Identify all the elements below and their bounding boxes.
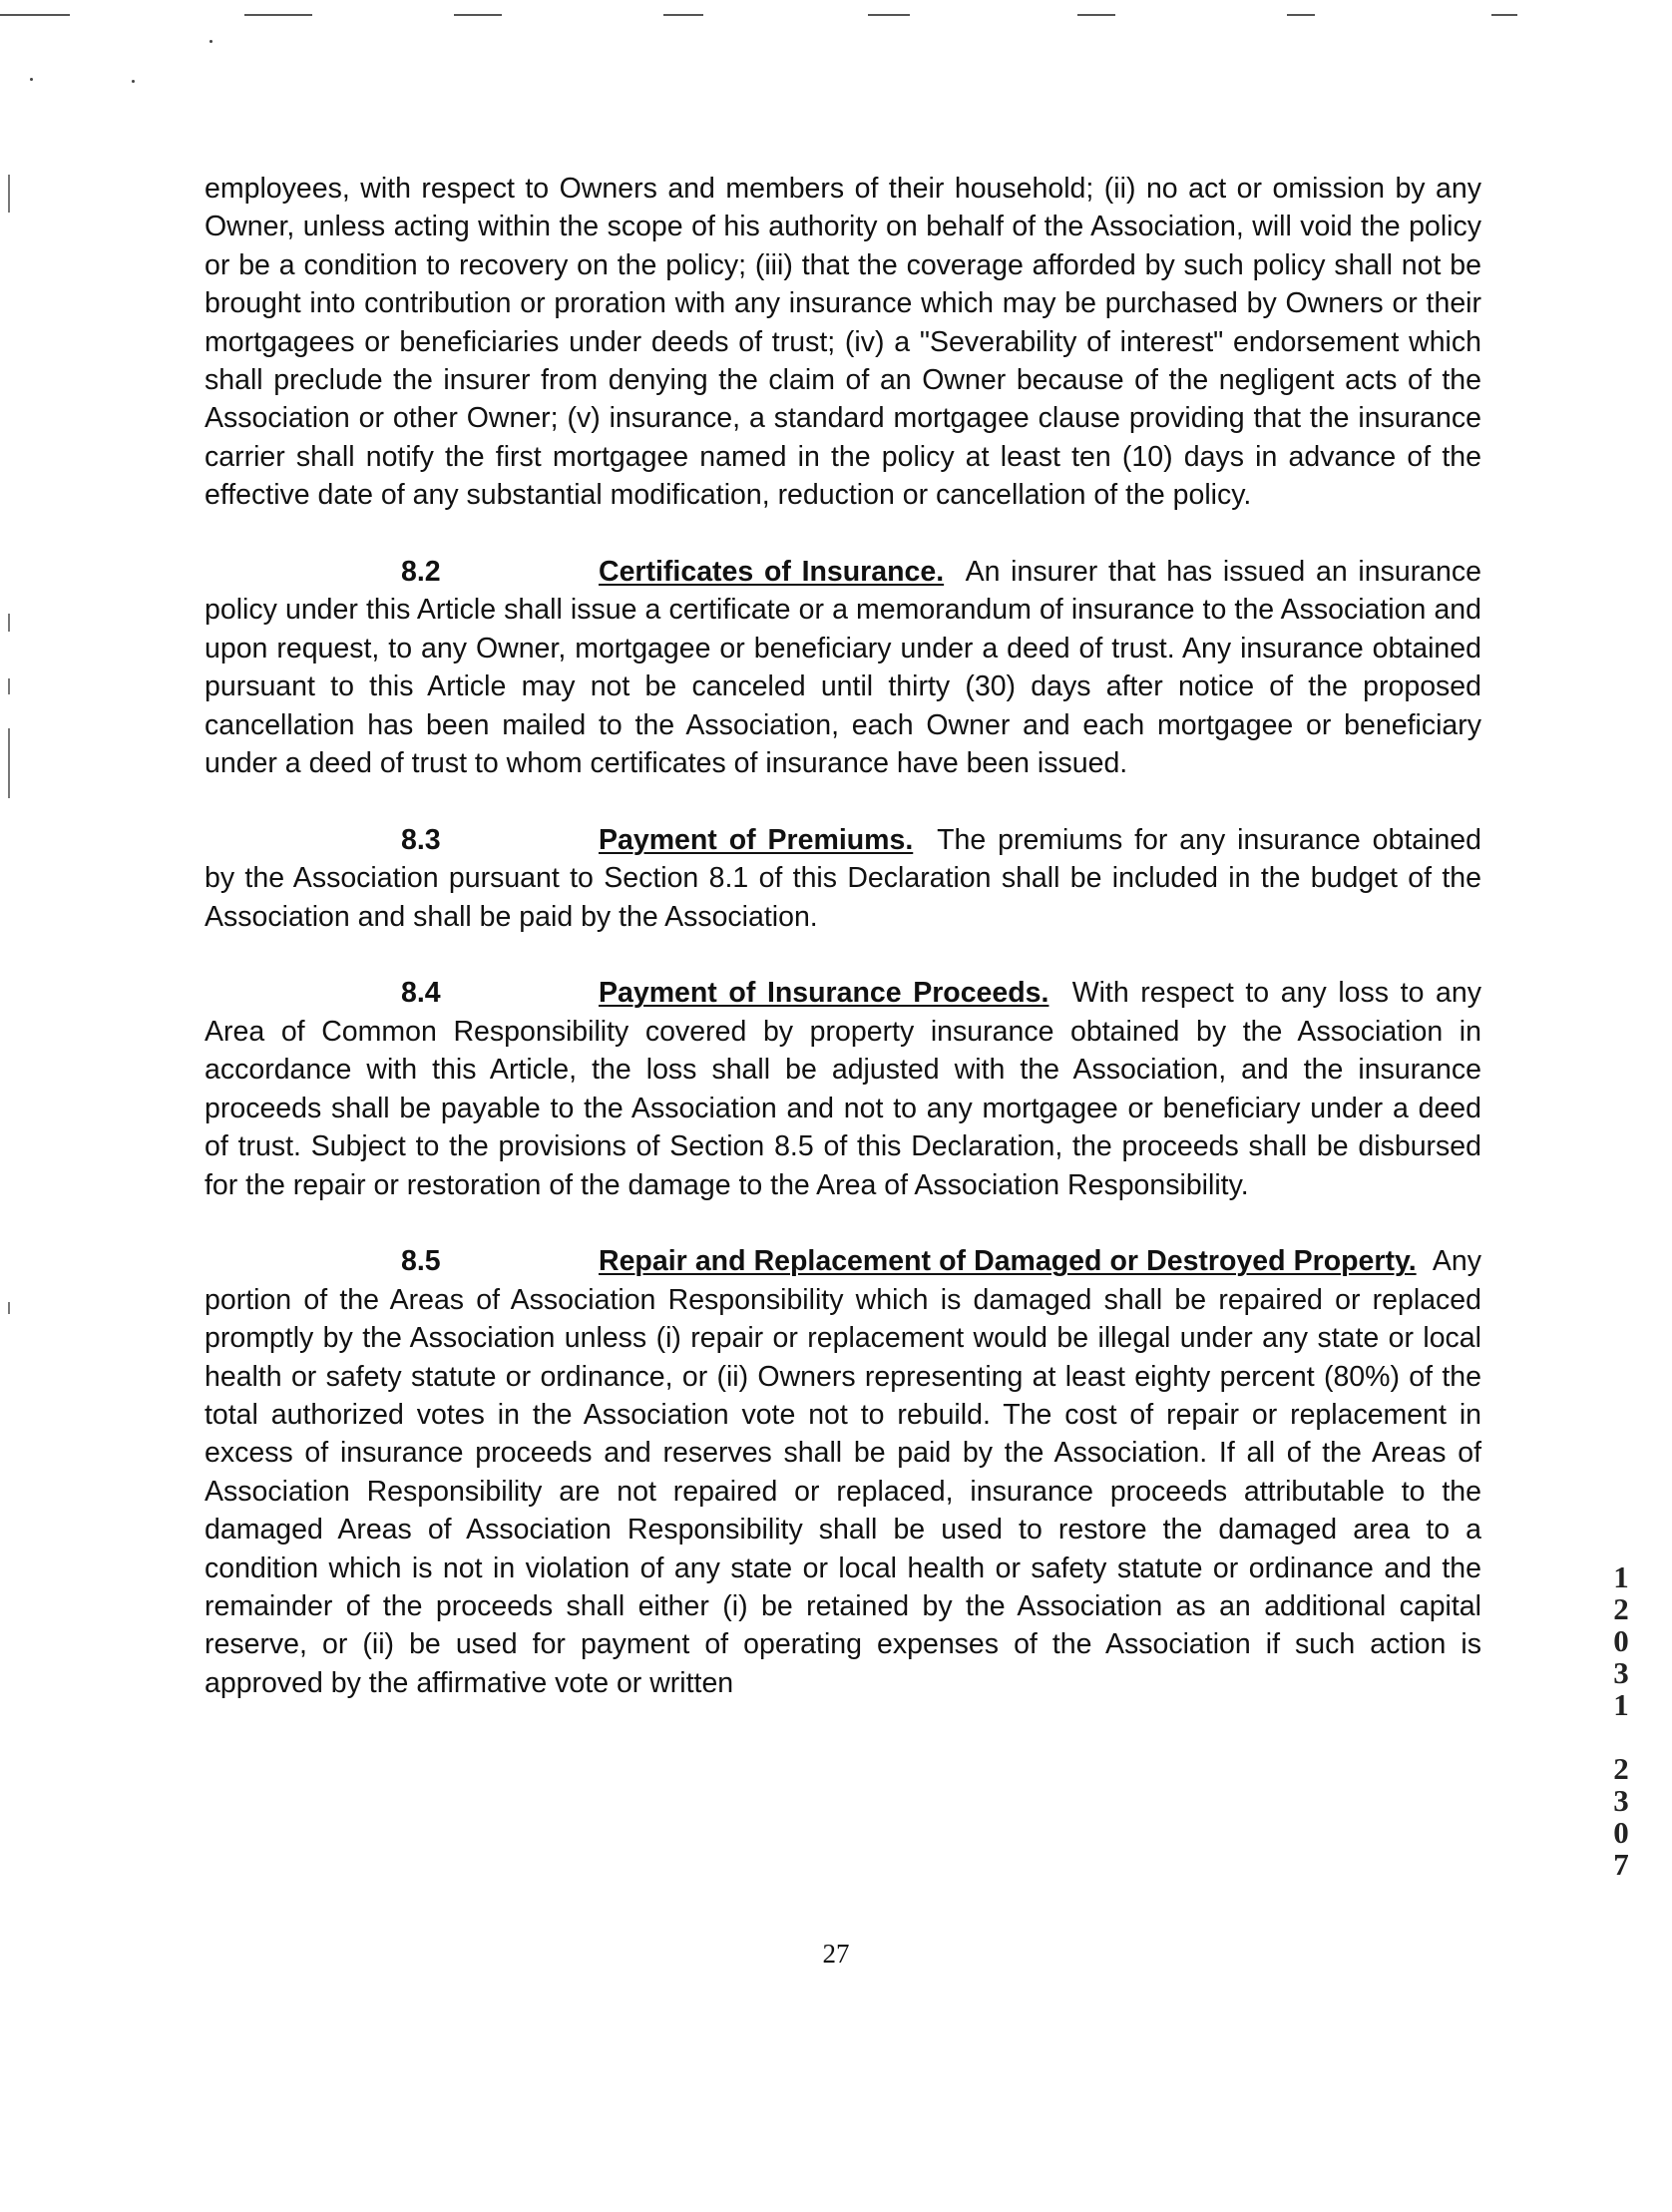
margin-mark <box>8 678 10 694</box>
stamp-digit: 3 <box>1613 1655 1629 1690</box>
section-body: An insurer that has issued an insurance policy under this Article shall issue a certificate or a memorandum of insurance to the Association and upon request, to any Owner, mortgagee or beneficiary under a deed of trust. Any insurance obtained pursuant to this Article may not be canceled until thirty (30) days after notice of the proposed cancellation has been mailed to the Association, each Owner and each mortgagee or beneficiary under a deed of trust to whom certificates of insurance have been issued. <box>205 556 1481 780</box>
scan-artifact <box>868 14 910 16</box>
section-title: Repair and Replacement of Damaged or Destroyed Property. <box>599 1245 1417 1278</box>
margin-mark <box>8 175 10 213</box>
section-number: 8.4 <box>401 977 441 1010</box>
scan-artifact <box>1491 14 1517 16</box>
stamp-digit: 2 <box>1613 1751 1629 1786</box>
section-8-4 <box>205 974 1481 1203</box>
section-number: 8.3 <box>401 823 441 856</box>
section-number: 8.2 <box>401 556 441 589</box>
scan-speck <box>132 80 135 83</box>
section-body: Any portion of the Areas of Association Responsibility which is damaged shall be repaired or replaced promptly by the Association unless (i) repair or replacement would be illegal under any state or local health or safety statute or ordinance, or (ii) Owners representing at least eighty percent (80%) of the total authorized votes in the Association vote not to rebuild. The cost of repair or replacement in excess of insurance proceeds and reserves shall be paid by the Association. If all of the Areas of Association Responsibility are not repaired or replaced, insurance proceeds attributable to the damaged Areas of Association Responsibility shall be used to restore the damaged area to a condition which is not in violation of any state or local health or safety statute or ordinance and the remainder of the proceeds shall either (i) be retained by the Association as an additional capital reserve, or (ii) be used for payment of operating expenses of the Association if such action is approved by the affirmative vote or written <box>205 1245 1481 1699</box>
section-title: Payment of Insurance Proceeds. <box>599 977 1049 1010</box>
scan-speck <box>30 78 33 81</box>
stamp-gap <box>1601 1721 1641 1753</box>
margin-mark <box>8 614 10 632</box>
stamp-digit: 0 <box>1613 1815 1629 1850</box>
scan-speck <box>209 40 212 43</box>
scan-artifact <box>454 14 502 16</box>
scan-artifact <box>1287 14 1315 16</box>
section-body: The premiums for any insurance obtained by the Association pursuant to Section 8.1 of this Declaration shall be included in the budget of the Association and shall be paid by the Association. <box>205 823 1482 933</box>
scan-artifact <box>244 14 312 16</box>
stamp-digit: 1 <box>1613 1687 1629 1722</box>
page-number: 27 <box>822 1939 850 1969</box>
section-8-5 <box>205 1242 1481 1702</box>
scan-artifact <box>0 14 70 16</box>
section-body: With respect to any loss to any Area of Common Responsibility covered by property insurance obtained by the Association in accordance with this Article, the loss shall be adjusted with the Association, and the insurance proceeds shall be payable to the Association and not to any mortgagee or beneficiary under a deed of trust. Subject to the provisions of Section 8.5 of this Declaration, the proceeds shall be disbursed for the repair or restoration of the damage to the Area of Association Responsibility. <box>205 977 1481 1201</box>
section-8-3 <box>205 821 1481 936</box>
stamp-digit: 0 <box>1613 1623 1629 1658</box>
document-body <box>205 170 1481 1702</box>
recording-stamp <box>1601 1561 1641 1881</box>
margin-mark <box>8 1302 10 1314</box>
stamp-digit: 2 <box>1613 1591 1629 1626</box>
stamp-digit: 1 <box>1613 1559 1629 1594</box>
section-title: Certificates of Insurance. <box>599 556 945 589</box>
stamp-digit: 3 <box>1613 1783 1629 1818</box>
section-8-2 <box>205 553 1481 782</box>
scan-artifact <box>1077 14 1115 16</box>
section-title: Payment of Premiums. <box>599 823 914 856</box>
stamp-digit: 7 <box>1613 1847 1629 1882</box>
margin-mark <box>8 728 10 798</box>
opening-paragraph: employees, with respect to Owners and members of their household; (ii) no act or omission by any Owner, unless acting within the scope of his authority on behalf of the Association, will void the policy or be a condition to recovery on the policy; (iii) that the coverage afforded by such policy shall not be brought into contribution or proration with any insurance which may be purchased by Owners or their mortgagees or beneficiaries under deeds of trust; (iv) a "Severability of interest" endorsement which shall preclude the insurer from denying the claim of an Owner because of the negligent acts of the Association or other Owner; (v) insurance, a standard mortgagee clause providing that the insurance carrier shall notify the first mortgagee named in the policy at least ten (10) days in advance of the effective date of any substantial modification, reduction or cancellation of the policy. <box>205 173 1481 512</box>
section-number: 8.5 <box>401 1245 441 1278</box>
scan-artifact <box>663 14 703 16</box>
